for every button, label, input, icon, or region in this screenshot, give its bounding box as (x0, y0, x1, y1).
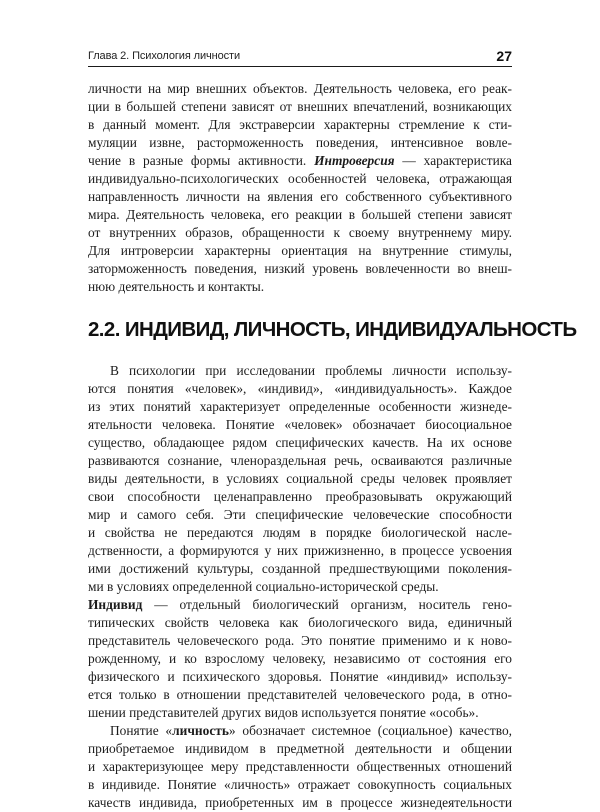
text-fragment: Понятие « (110, 723, 173, 738)
text-line: В психологии при исследовании проблемы личности использу- (110, 363, 512, 378)
text-line: шении представителей других видов используется понятие «особь». (88, 705, 479, 720)
text-line (88, 722, 512, 740)
text-line: развиваются сознание, членораздельная речь, осваиваются различные (88, 453, 512, 468)
text-line (88, 596, 512, 614)
text-line (88, 152, 512, 170)
text-line: Для интроверсии характерны ориентация на внутренние стимулы, (88, 243, 512, 258)
text-fragment: » обозначает системное (социальное) качество, (228, 723, 512, 738)
text-line: личности на мир внешних объектов. Деятельность человека, его реак- (88, 81, 512, 96)
text-line: виды деятельности, в условиях социальной среды человек проявляет (88, 471, 512, 486)
text-line: в индивиде. Понятие «личность» отражает совокупность социальных (88, 777, 512, 792)
running-header (88, 44, 512, 67)
text-line: типических свойств человека как биологического вида, единичный (88, 615, 512, 630)
paragraph-individual (88, 596, 512, 722)
text-line: направленность личности на явления его собственного субъективного (88, 189, 512, 204)
text-line: в данный момент. Для экстраверсии характерны стремление к сти- (88, 117, 512, 132)
chapter-title: Глава 2. Психология личности (88, 50, 241, 62)
text-line: и характеризующее меру представленности общественных отношений (88, 759, 512, 774)
text-line: свои способности целенаправленно преобразовывать окружающий (88, 489, 512, 504)
text-line: ции в большей степени зависят от внешних впечатлений, возникающих (88, 99, 512, 114)
page-body (88, 80, 577, 812)
text-line: физического и психического здоровья. Понятие «индивид» использу- (88, 669, 512, 684)
text-fragment: чение в разные формы активности. (88, 153, 315, 168)
text-line: рожденному, и ко взрослому человеку, независимо от состояния его (88, 651, 512, 666)
text-line: из этих понятий характеризует определенные особенности жизнеде- (88, 399, 512, 414)
text-line: и свойства не передаются людям в порядке биологической насле- (88, 525, 512, 540)
text-fragment: — отдельный биологический организм, носитель гено- (142, 597, 512, 612)
text-line: ятельности человека. Понятие «человек» обозначает биосоциальное (88, 417, 512, 432)
text-line: от внутренних образов, обращенности к своему внутреннему миру. (88, 225, 512, 240)
text-line: заторможенность поведения, низкий уровень вовлеченности во внеш- (88, 261, 512, 276)
text-line: муляции извне, расторможенность поведения, интенсивное вовле- (88, 135, 512, 150)
text-line: нюю деятельность и контакты. (88, 279, 265, 294)
term-individual: Индивид (88, 597, 143, 612)
text-line: индивидуально-психологических особенностей человека, отражающая (88, 171, 512, 186)
text-line: приобретаемое индивидом в предметной деятельности и общении (88, 741, 512, 756)
section-heading: 2.2. ИНДИВИД, ЛИЧНОСТЬ, ИНДИВИДУАЛЬНОСТЬ (88, 318, 577, 341)
text-line: представитель человеческого рода. Это понятие применимо и к ново- (88, 633, 512, 648)
text-line: существо, обладающее рядом специфических качеств. На их основе (88, 435, 512, 450)
text-line: дственности, а формируются у них прижизненно, в процессе усвоения (88, 543, 512, 558)
paragraph-concepts (88, 362, 512, 596)
page-number: 27 (496, 48, 512, 64)
text-line: ими достижений культуры, созданной предшествующими поколения- (88, 561, 512, 576)
text-line: мир и самого себя. Эти специфические человеческие способности (88, 507, 512, 522)
text-line: ется только в отношении представителей человеческого рода, в отно- (88, 687, 512, 702)
text-line: мира. Деятельность человека, его реакции в большей степени зависят (88, 207, 512, 222)
text-fragment: — характеристика (394, 153, 512, 168)
text-line: ются понятия «человек», «индивид», «индивидуальность». Каждое (88, 381, 512, 396)
text-line: качеств индивида, приобретенных им в процессе жизнедеятельности (88, 795, 512, 810)
term-personality: личность (172, 723, 229, 738)
term-introversion: Интроверсия (314, 153, 395, 168)
paragraph-extraversion-introversion (88, 80, 512, 296)
text-line: ми в условиях определенной социально-исторической среды. (88, 579, 439, 594)
paragraph-personality (88, 722, 512, 812)
